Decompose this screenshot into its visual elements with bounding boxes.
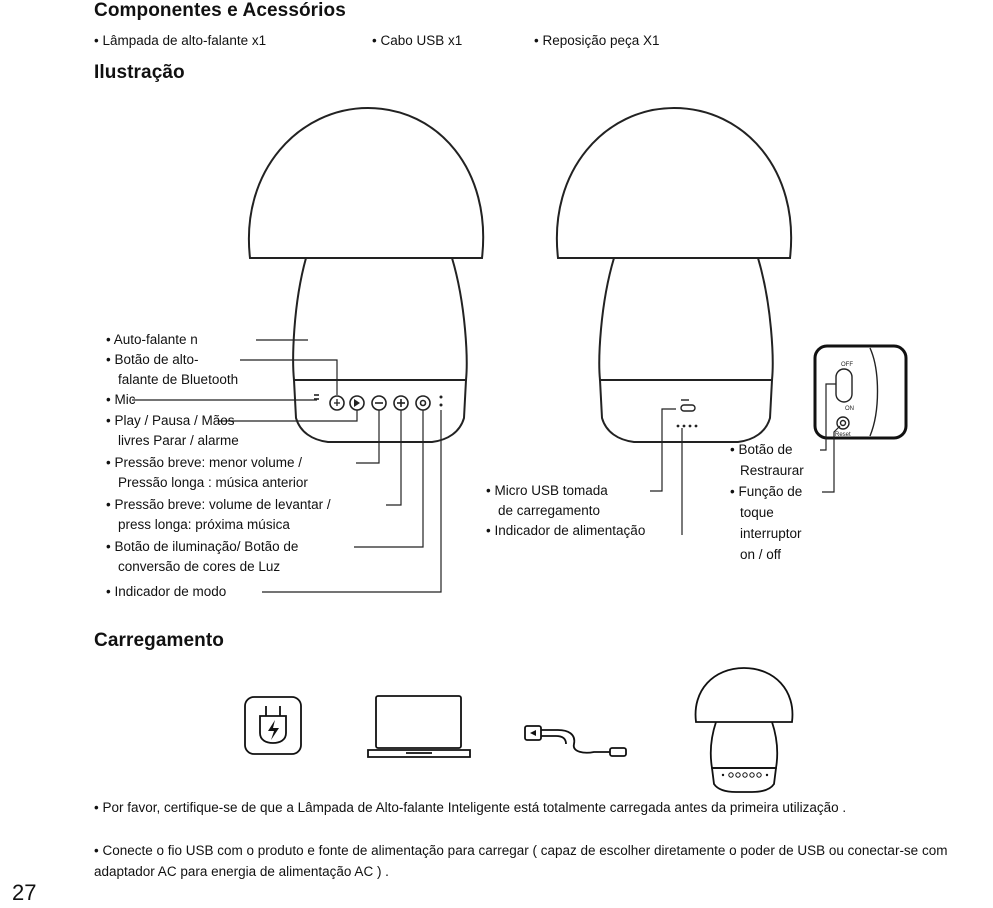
label-vol-up: • Pressão breve: volume de levantar / bbox=[106, 497, 331, 512]
label-usb: • Micro USB tomada bbox=[486, 483, 608, 498]
label-bt-button: • Botão de alto- bbox=[106, 352, 199, 367]
label-touch-4: on / off bbox=[740, 547, 782, 562]
switch-inset bbox=[815, 346, 906, 438]
small-lamp-body bbox=[711, 722, 777, 768]
component-item-lamp: • Lâmpada de alto-falante x1 bbox=[94, 33, 267, 48]
label-speaker: • Auto-falante n bbox=[106, 332, 198, 347]
label-touch: • Função de bbox=[730, 484, 803, 499]
inset-on-text: ON bbox=[845, 406, 854, 412]
inset-off-text: OFF bbox=[841, 362, 853, 368]
label-light-2: conversão de cores de Luz bbox=[118, 559, 281, 574]
back-lamp-cap bbox=[557, 108, 791, 258]
label-reset: • Botão de bbox=[730, 442, 793, 457]
section-title-illustration: Ilustração bbox=[94, 62, 185, 83]
section-title-charging: Carregamento bbox=[94, 630, 225, 651]
label-touch-2: toque bbox=[740, 505, 774, 520]
label-play: • Play / Pausa / Mãos bbox=[106, 413, 235, 428]
light-icon bbox=[416, 396, 430, 410]
back-lamp-body bbox=[599, 258, 772, 380]
usb-port bbox=[681, 405, 695, 411]
page-number: 27 bbox=[12, 880, 37, 905]
label-vol-down: • Pressão breve: menor volume / bbox=[106, 455, 303, 470]
label-light: • Botão de iluminação/ Botão de bbox=[106, 539, 299, 554]
label-mic: • Mic bbox=[106, 392, 136, 407]
note-usb-connect: • Conecte o fio USB com o produto e fonte de alimentação para carregar ( capaz de escolher diretamente o poder de USB ou conectar-se com adaptador AC para energia de alimentação AC ) . bbox=[94, 843, 948, 879]
label-power-indicator: • Indicador de alimentação bbox=[486, 523, 646, 538]
label-vol-down-2: Pressão longa : música anterior bbox=[118, 475, 308, 490]
laptop-icon bbox=[376, 696, 461, 748]
label-play-2: livres Parar / alarme bbox=[118, 433, 239, 448]
component-item-spare: • Reposição peça X1 bbox=[534, 33, 660, 48]
label-mode: • Indicador de modo bbox=[106, 584, 227, 599]
front-lamp-base bbox=[294, 380, 466, 442]
label-reset-2: Restraurar bbox=[740, 463, 804, 478]
inset-reset-text: Reset bbox=[835, 432, 851, 438]
label-vol-up-2: press longa: próxima música bbox=[118, 517, 290, 532]
section-title-components: Componentes e Acessórios bbox=[94, 0, 346, 21]
label-touch-3: interruptor bbox=[740, 526, 802, 541]
small-lamp-cap bbox=[696, 668, 793, 722]
note-charge-first: • Por favor, certifique-se de que a Lâmpada de Alto-falante Inteligente está totalmente carregada antes da primeira utilização . bbox=[94, 800, 847, 815]
label-bt-button-2: falante de Bluetooth bbox=[118, 372, 239, 387]
component-item-cable: • Cabo USB x1 bbox=[372, 33, 463, 48]
front-lamp-body bbox=[293, 258, 466, 380]
label-usb-2: de carregamento bbox=[498, 503, 601, 518]
front-lamp-cap bbox=[249, 108, 483, 258]
